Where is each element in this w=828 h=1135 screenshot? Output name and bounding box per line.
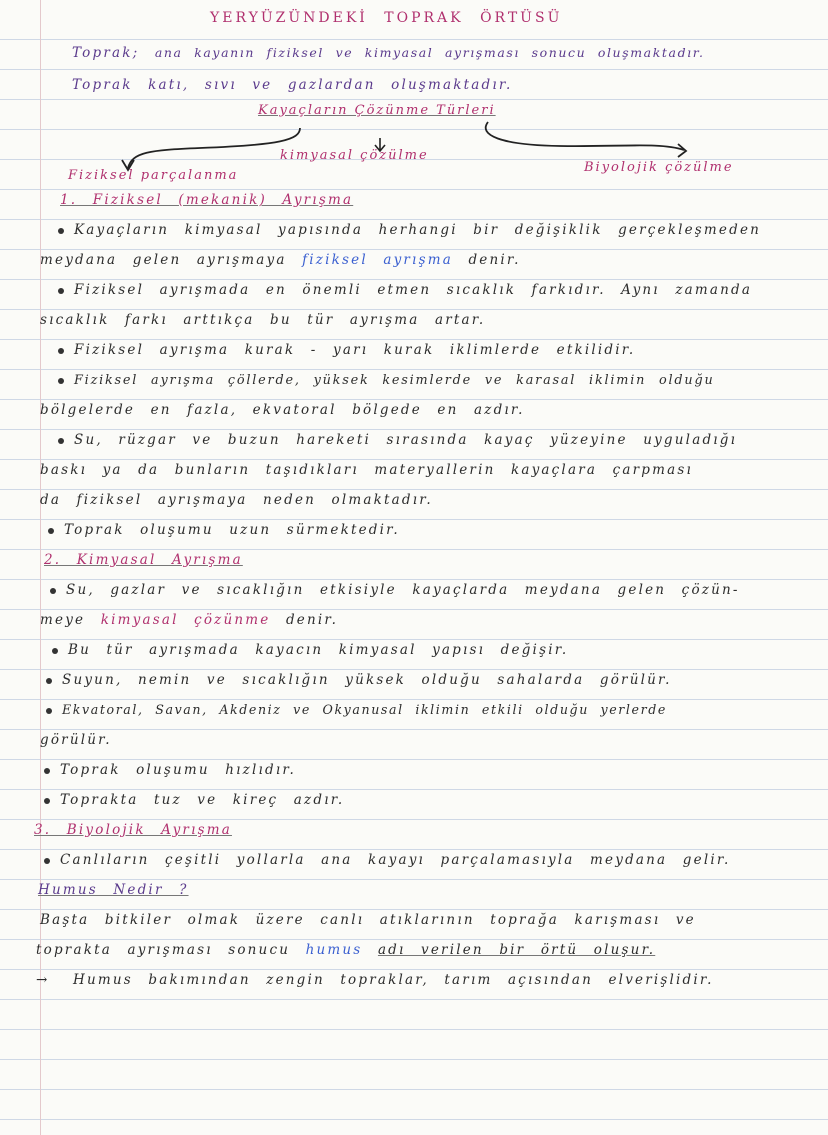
- text: Su, gazlar ve sıcaklığın etkisiyle kayaçlarda meydana gelen çözün-: [66, 582, 740, 598]
- text: toprakta ayrışması sonucu: [36, 942, 291, 958]
- s2-bullet-3: [46, 672, 826, 688]
- humus-heading: Humus Nedir ?: [38, 882, 189, 898]
- bullet: [44, 798, 50, 804]
- bullet: [58, 228, 64, 234]
- highlight-term: fiziksel ayrışma: [302, 252, 453, 268]
- text: Suyun, nemin ve sıcaklığın yüksek olduğu sahalarda görülür.: [62, 672, 672, 688]
- s1-bullet-5-line-3: da fiziksel ayrışmaya neden olmaktadır.: [40, 492, 433, 508]
- section1-heading: 1. Fiziksel (mekanik) Ayrışma: [60, 192, 354, 208]
- bullet: [44, 858, 50, 864]
- s2-bullet-6: [44, 792, 824, 808]
- arrow-icon: →: [36, 972, 50, 988]
- highlight-term: humus: [305, 942, 363, 958]
- s1-bullet-1-line-2: [40, 252, 820, 268]
- s2-bullet-4-line-1: [46, 702, 826, 718]
- text: Su, rüzgar ve buzun hareketi sırasında kayaç yüzeyine uyguladığı: [74, 432, 738, 448]
- page-title: YERYÜZÜNDEKİ TOPRAK ÖRTÜSÜ: [210, 10, 563, 26]
- s1-bullet-4-line-1: [58, 372, 828, 388]
- bullet: [52, 648, 58, 654]
- text: denir.: [285, 612, 339, 628]
- intro-line-2: Toprak katı, sıvı ve gazlardan oluşmaktadır.: [72, 77, 513, 93]
- s1-bullet-2-line-2: sıcaklık farkı arttıkça bu tür ayrışma artar.: [40, 312, 486, 328]
- humus-line-2: [36, 942, 816, 958]
- intro-line-1-text: ana kayanın fiziksel ve kimyasal ayrışması sonucu oluşmaktadır.: [154, 45, 705, 60]
- text: meydana gelen ayrışmaya: [40, 252, 287, 268]
- text: Ekvatoral, Savan, Akdeniz ve Okyanusal iklimin etkili olduğu yerlerde: [62, 702, 667, 717]
- section3-heading: 3. Biyolojik Ayrışma: [34, 822, 232, 838]
- s1-bullet-1-line-1: [58, 222, 828, 238]
- section2-heading: 2. Kimyasal Ayrışma: [44, 552, 243, 568]
- s1-bullet-2-line-1: [58, 282, 828, 298]
- text: Toprak oluşumu uzun sürmektedir.: [64, 522, 400, 538]
- text: denir.: [468, 252, 521, 268]
- text: Fiziksel ayrışma kurak - yarı kurak iklimlerde etkilidir.: [74, 342, 636, 358]
- humus-line-3: [36, 972, 816, 988]
- s1-bullet-4-line-2: bölgelerde en fazla, ekvatoral bölgede en azdır.: [40, 402, 525, 418]
- text: Fiziksel ayrışmada en önemli etmen sıcaklık farkıdır. Aynı zamanda: [74, 282, 753, 298]
- s1-bullet-5-line-2: baskı ya da bunların taşıdıkları materyallerin kayaçlara çarpması: [40, 462, 693, 478]
- bullet: [50, 588, 56, 594]
- right-branch-arrow: [486, 122, 684, 150]
- s2-bullet-1-line-2: [40, 612, 820, 628]
- left-branch-arrow: [128, 128, 300, 168]
- bullet: [48, 528, 54, 534]
- s3-bullet-1: [44, 852, 824, 868]
- bullet: [58, 288, 64, 294]
- s2-bullet-4-line-2: görülür.: [40, 732, 112, 748]
- text: meye: [40, 612, 86, 628]
- s2-bullet-1-line-1: [50, 582, 828, 598]
- text: Bu tür ayrışmada kayacın kimyasal yapısı değişir.: [68, 642, 569, 658]
- diagram-right: Biyolojik çözülme: [584, 160, 734, 175]
- text: Toprakta tuz ve kireç azdır.: [60, 792, 345, 808]
- text: Toprak oluşumu hızlıdır.: [60, 762, 297, 778]
- diagram-left: Fiziksel parçalanma: [68, 168, 239, 183]
- text: Fiziksel ayrışma çöllerde, yüksek kesimlerde ve karasal iklimin olduğu: [74, 373, 715, 388]
- s1-bullet-3: [58, 342, 828, 358]
- text: Kayaçların kimyasal yapısında herhangi bir değişiklik gerçekleşmeden: [74, 222, 762, 238]
- bullet: [46, 678, 52, 684]
- bullet: [58, 348, 64, 354]
- s2-bullet-2: [52, 642, 828, 658]
- bullet: [58, 378, 64, 384]
- text: Canlıların çeşitli yollarla ana kayayı parçalamasıyla meydana gelir.: [60, 852, 731, 868]
- diagram-center: Kayaçların Çözünme Türleri: [258, 103, 496, 118]
- highlight-term: kimyasal çözünme: [100, 612, 271, 628]
- right-arrow-head: [678, 144, 686, 157]
- bullet: [44, 768, 50, 774]
- text: adı verilen bir örtü oluşur.: [377, 942, 656, 958]
- diagram-middle: kimyasal çözülme: [280, 148, 429, 163]
- humus-line-1: Başta bitkiler olmak üzere canlı atıklarının toprağa karışması ve: [40, 912, 696, 928]
- s1-bullet-6: [48, 522, 828, 538]
- term-toprak: Toprak;: [72, 45, 140, 61]
- bullet: [46, 708, 52, 714]
- s2-bullet-5: [44, 762, 824, 778]
- text: Humus bakımından zengin topraklar, tarım açısından elverişlidir.: [73, 972, 714, 988]
- intro-line-1: [72, 45, 822, 61]
- s1-bullet-5-line-1: [58, 432, 828, 448]
- bullet: [58, 438, 64, 444]
